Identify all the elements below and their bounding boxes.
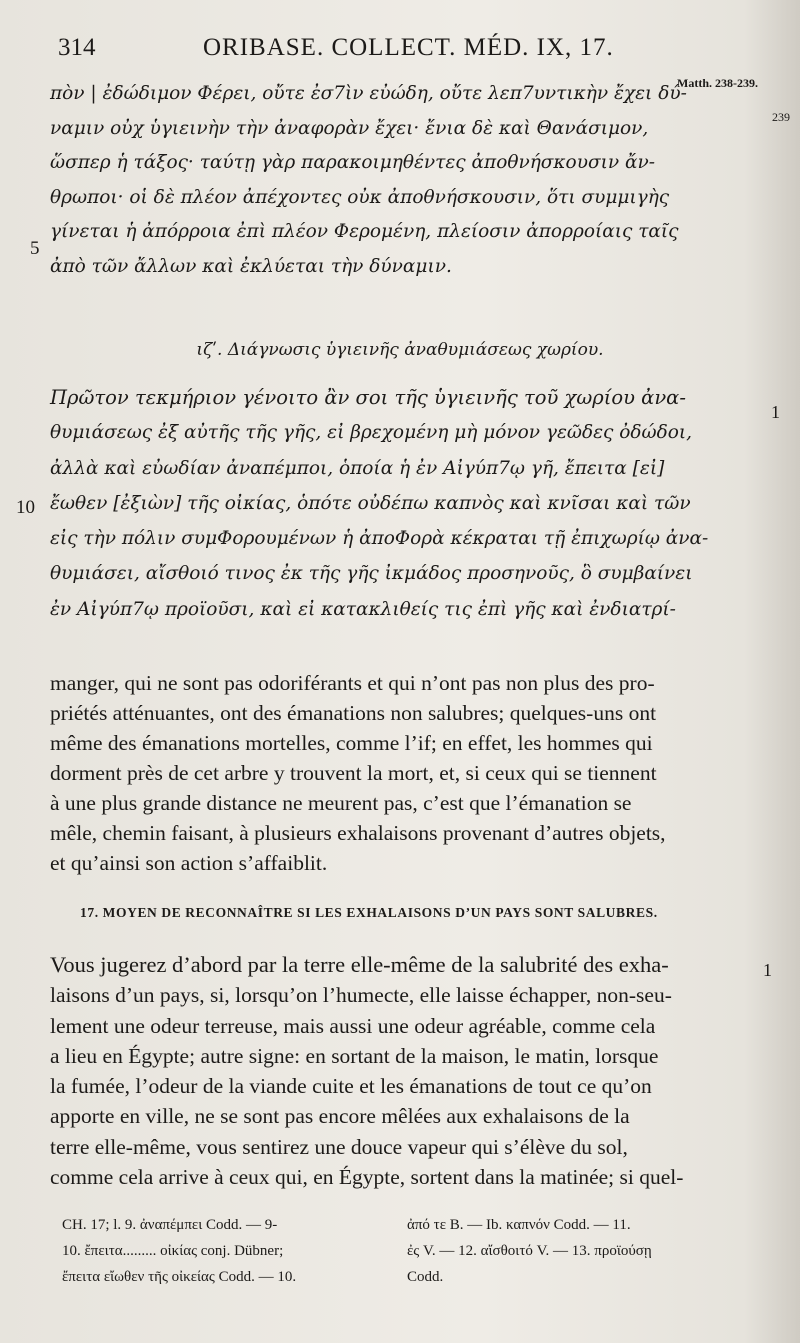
paragraph-marker-french: 1 — [763, 960, 772, 980]
text-line: priétés atténuantes, ont des émanations non salubres; quelques-uns ont — [50, 701, 657, 725]
text-line: ἀλλὰ καὶ εὐωδίαν ἀναπέμποι, ὁποία ἡ ἐν Αἰγύπ7ῳ γῆ, ἔπειτα [εἰ] — [50, 457, 665, 479]
text-line: ἀπὸ τῶν ἄλλων καὶ ἐκλύεται τὴν δύναμιν. — [50, 255, 452, 277]
text-line: terre elle-même, vous sentirez une douce vapeur qui s’élève du sol, — [50, 1134, 628, 1159]
text-line: manger, qui ne sont pas odoriférants et qui n’ont pas non plus des pro- — [50, 671, 655, 695]
text-line: Πρῶτον τεκμήριον γένοιτο ἂν σοι τῆς ὑγιεινῆς τοῦ χωρίου ἀνα- — [50, 386, 686, 409]
margin-page-ref: 239 — [772, 110, 790, 124]
footnote-line: Codd. — [407, 1269, 444, 1285]
text-line: γίνεται ἡ ἀπόρροια ἐπὶ πλέον Φερομένη, πλείοσιν ἀπορροίαις ταῖς — [50, 221, 679, 242]
text-line: à une plus grande distance ne meurent pas, c’est que l’émanation se — [50, 791, 632, 815]
footnote-line: CH. 17; l. 9. ἀναπέμπει Codd. — 9- — [62, 1217, 278, 1233]
text-line: πὸν | ἐδώδιμον Φέρει, οὔτε ἐσ7ὶν εὐώδη, οὔτε λεπ7υντικὴν ἔχει δύ- — [50, 83, 687, 104]
text-line: θυμιάσει, αἴσθοιό τινος ἐκ τῆς γῆς ἰκμάδος προσηνοῦς, ὃ συμβαίνει — [50, 563, 693, 585]
text-line: θρωποι· οἱ δὲ πλέον ἀπέχοντες οὐκ ἀποθνήσκουσιν, ὅτι συμμιγὴς — [50, 186, 670, 208]
edition-reference: Matth. 238-239. — [677, 76, 758, 90]
footnotes-right-column — [407, 1212, 652, 1290]
french-paragraph-1 — [50, 668, 758, 878]
paragraph-marker-greek: 1 — [771, 402, 780, 422]
margin-line-number-5: 5 — [30, 238, 40, 259]
margin-line-number-10: 10 — [16, 497, 35, 518]
french-section-heading: 17. MOYEN DE RECONNAÎTRE SI LES EXHALAISONS D’UN PAYS SONT SALUBRES. — [80, 905, 658, 920]
page-number: 314 — [58, 34, 96, 61]
text-line: comme cela arrive à ceux qui, en Égypte, sortent dans la matinée; si quel- — [50, 1165, 684, 1190]
text-line: θυμιάσεως ἐξ αὐτῆς τῆς γῆς, εἰ βρεχομένη μὴ μόνον γεῶδες ὀδώδοι, — [50, 422, 693, 444]
text-line: ὥσπερ ἡ τάξος· ταύτῃ γὰρ παρακοιμηθέντες ἀποθνήσκουσιν ἄν- — [50, 152, 655, 173]
text-line: apporte en ville, ne se sont pas encore mêlées aux exhalaisons de la — [50, 1104, 630, 1129]
text-line: Vous jugerez d’abord par la terre elle-même de la salubrité des exha- — [50, 952, 669, 977]
greek-section-heading: ιζʹ. Διάγνωσις ὑγιεινῆς ἀναθυμιάσεως χωρίου. — [196, 340, 604, 360]
text-line: ἔωθεν [ἐξιὼν] τῆς οἰκίας, ὁπότε οὐδέπω καπνὸς καὶ κνῖσαι καὶ τῶν — [50, 492, 691, 514]
footnote-line: ἀπό τε B. — Ib. καπνόν Codd. — 11. — [407, 1217, 631, 1233]
text-line: ἐν Αἰγύπ7ῳ προϊοῦσι, καὶ εἰ κατακλιθείς τις ἐπὶ γῆς καὶ ἐνδιατρί- — [50, 598, 676, 620]
greek-paragraph-2 — [50, 380, 758, 627]
running-title: ORIBASE. COLLECT. MÉD. IX, 17. — [203, 34, 614, 61]
footnotes-left-column — [62, 1212, 296, 1290]
french-paragraph-2 — [50, 950, 758, 1192]
footnote-line: 10. ἔπειτα......... οἰκίας conj. Dübner; — [62, 1243, 284, 1259]
footnote-line: ἐς V. — 12. αἴσθοιτό V. — 13. προϊούσῃ — [407, 1243, 652, 1259]
text-line: mêle, chemin faisant, à plusieurs exhalaisons provenant d’autres objets, — [50, 821, 666, 845]
text-line: la fumée, l’odeur de la viande cuite et les émanations de tout ce qu’on — [50, 1074, 652, 1099]
text-line: a lieu en Égypte; autre signe: en sortant de la maison, le matin, lorsque — [50, 1043, 659, 1068]
text-line: même des émanations mortelles, comme l’if; en effet, les hommes qui — [50, 731, 653, 755]
text-line: laisons d’un pays, si, lorsqu’on l’humecte, elle laisse échapper, non-seu- — [50, 983, 672, 1008]
text-line: dorment près de cet arbre y trouvent la mort, et, si ceux qui se tiennent — [50, 761, 657, 785]
text-line: ναμιν οὐχ ὑγιεινὴν τὴν ἀναφορὰν ἔχει· ἔνια δὲ καὶ Θανάσιμον, — [50, 117, 649, 139]
footnote-line: ἔπειτα εἴωθεν τῆς οἰκείας Codd. — 10. — [62, 1269, 297, 1285]
text-line: lement une odeur terreuse, mais aussi une odeur agréable, comme cela — [50, 1013, 656, 1038]
text-line: εἰς τὴν πόλιν συμΦορουμένων ἡ ἀποΦορὰ κέκραται τῇ ἐπιχωρίῳ ἀνα- — [50, 528, 709, 550]
greek-paragraph-1 — [50, 77, 758, 284]
text-line: et qu’ainsi son action s’affaiblit. — [50, 851, 328, 875]
